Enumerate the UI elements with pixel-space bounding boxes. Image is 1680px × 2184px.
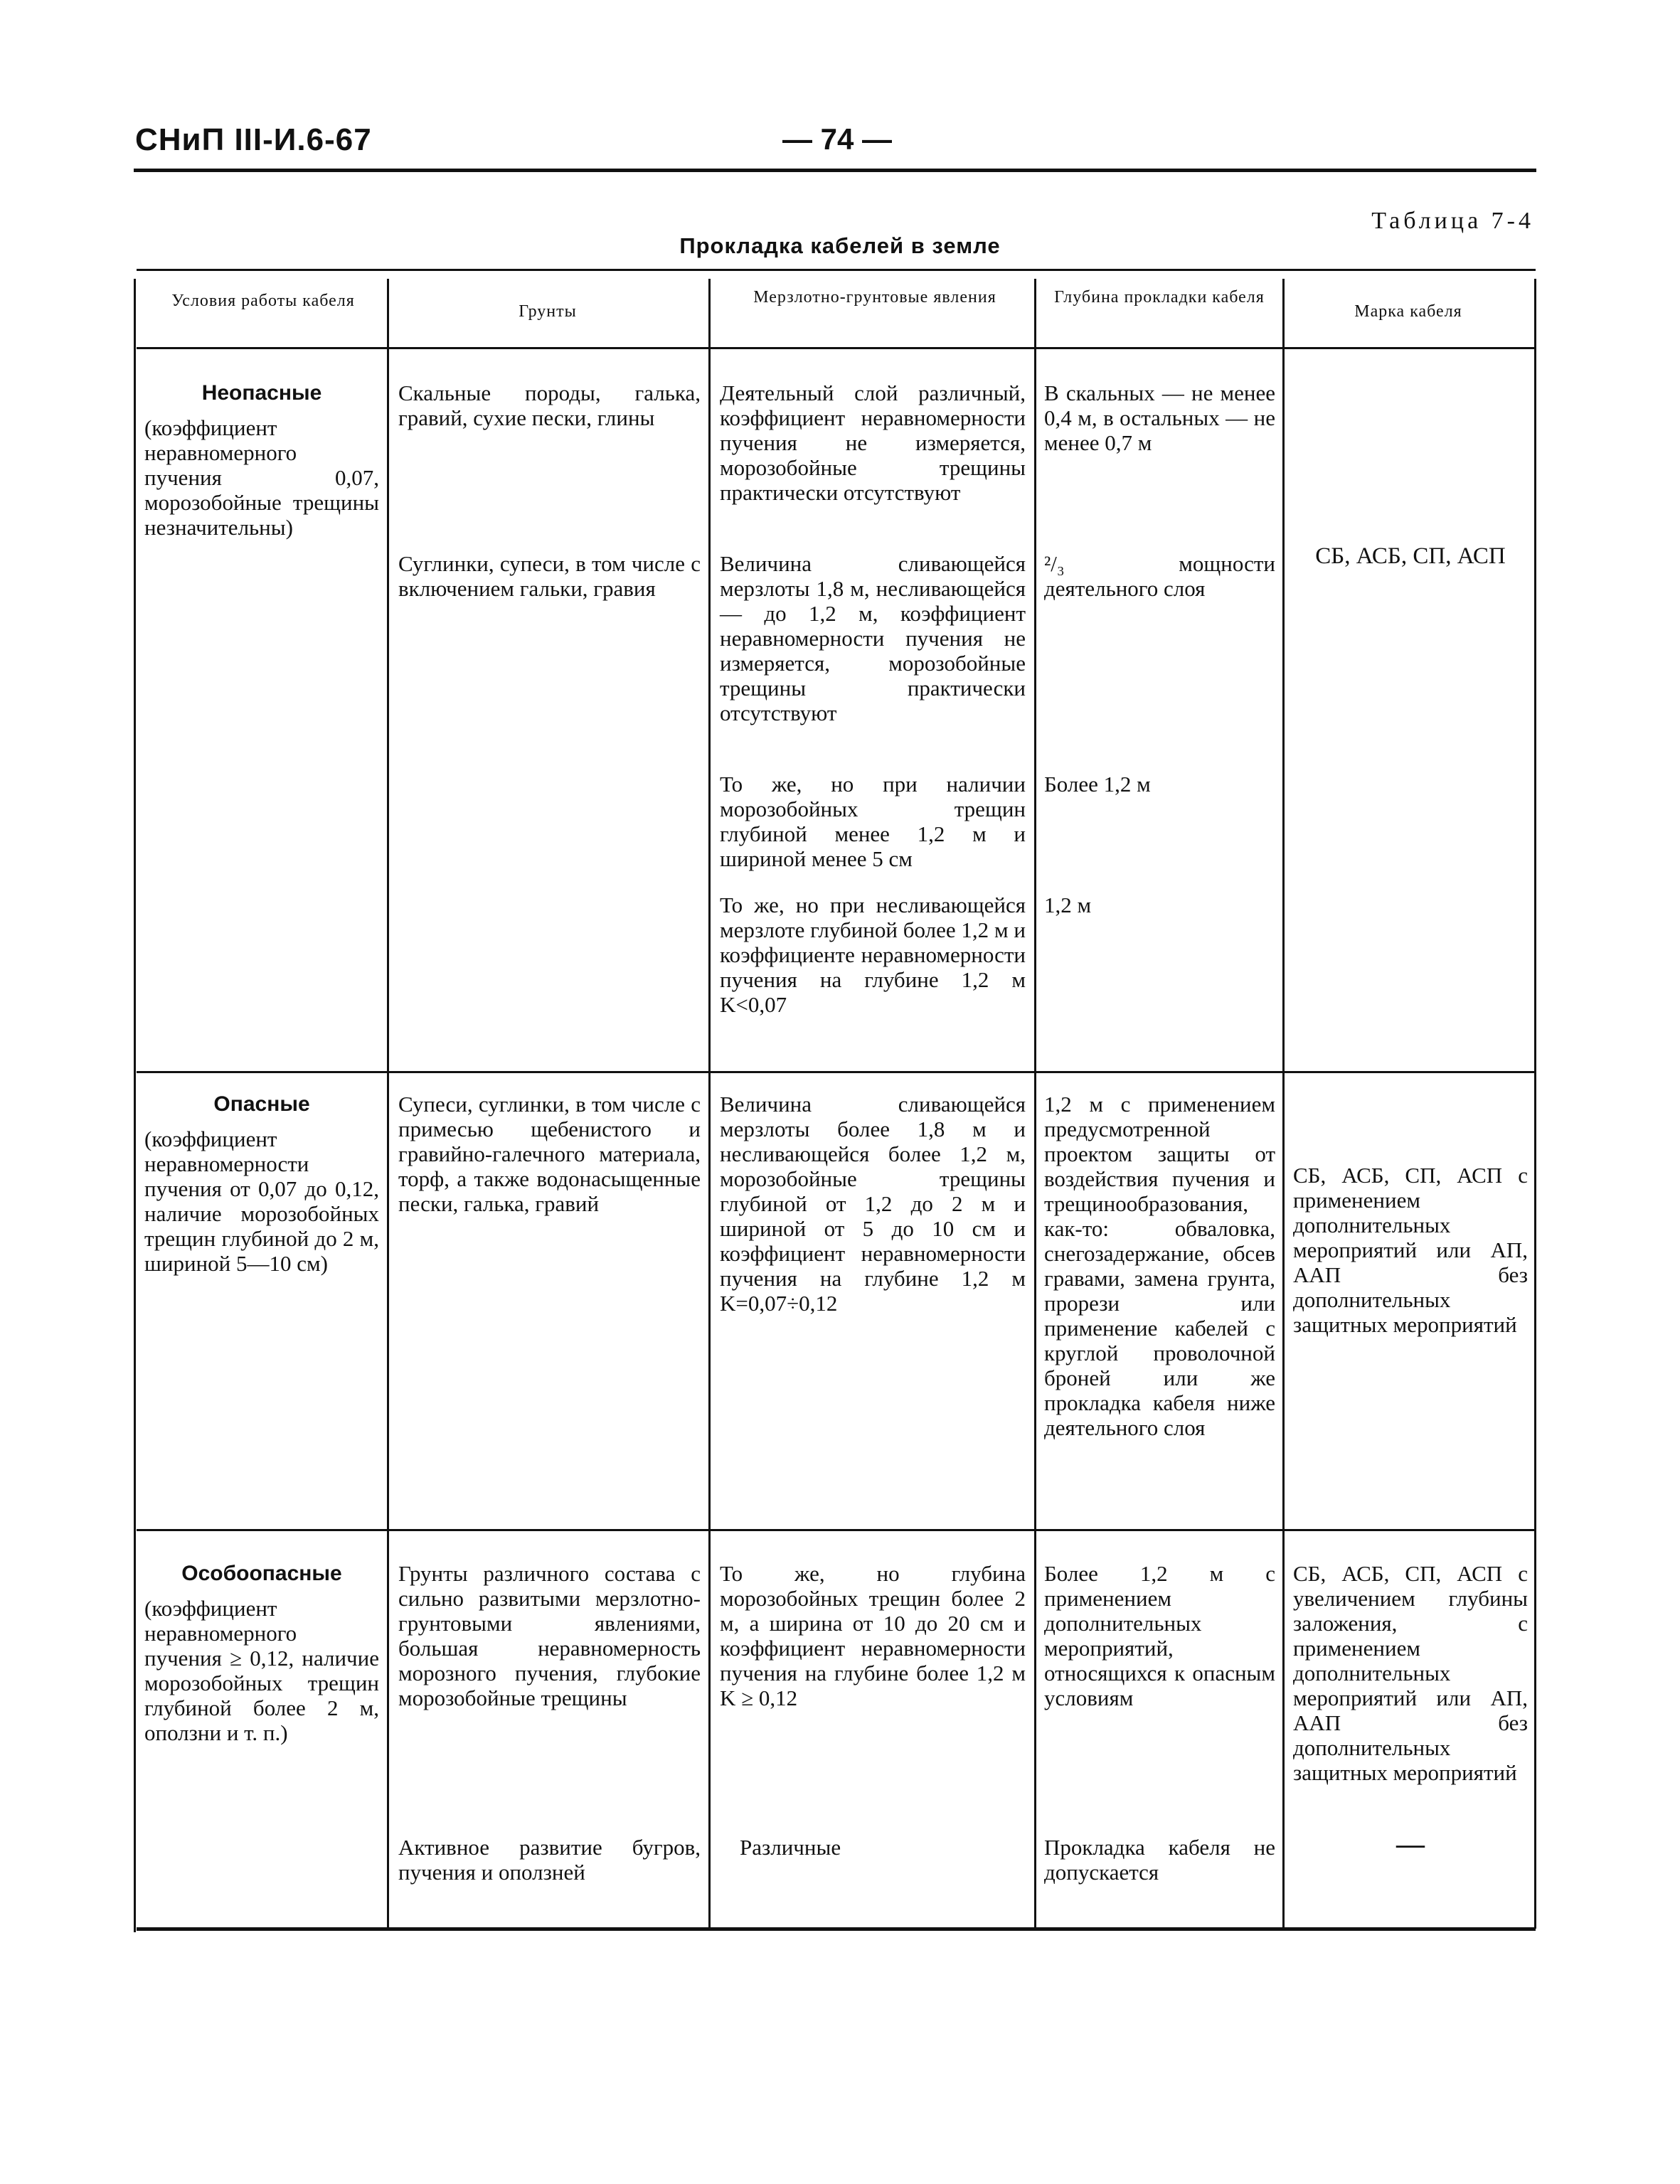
page-number: — 74 — [782, 122, 893, 156]
phenomena-cell: Деятельный слой различный, коэффициент неравномерности пучения не измеряется, морозобойные трещины практически отсутствуют [720, 380, 1026, 505]
phenomena-cell: Величина сливающейся мерзлоты 1,8 м, несливающейся — до 1,2 м, коэффициент неравномерности пучения не измеряется, морозобойные трещины практически отсутствуют [720, 551, 1026, 725]
brand-cell: СБ, АСБ, СП, АСП с применением дополнительных мероприятий или АП, ААП без дополнительных защитных мероприятий [1293, 1163, 1528, 1337]
condition-title: Неопасные [201, 381, 322, 405]
depth-cell: В скальных — не менее 0,4 м, в остальных — не менее 0,7 м [1044, 380, 1275, 455]
depth-cell: 1,2 м с применением предусмотренной проектом защиты от воздействия пучения и трещинообразования, как-то: обваловка, снегозадержание, обсев гравами, замена грунта, прорези или применение кабелей с круглой проволочной броней или же прокладка кабеля ниже деятельного слоя [1044, 1092, 1275, 1440]
condition-title: Опасные [213, 1092, 310, 1116]
soil-cell: Скальные породы, галька, гравий, сухие пески, глины [398, 380, 701, 430]
depth-cell: Более 1,2 м [1044, 772, 1151, 797]
condition-cell-nonhazardous [144, 380, 379, 540]
phenomena-cell: То же, но при наличии морозобойных трещин глубиной менее 1,2 м и шириной менее 5 см [720, 772, 1026, 871]
soil-cell: Грунты различного состава с сильно развитыми мерзлотно-грунтовыми явлениями, большая неравномерность морозного пучения, глубокие морозобойные трещины [398, 1561, 701, 1710]
phenomena-cell: То же, но при несливающейся мерзлоте глубиной более 1,2 м и коэффициенте неравномерности пучения на глубине 1,2 м K<0,07 [720, 893, 1026, 1017]
depth-cell: Более 1,2 м с применением дополнительных мероприятий, относящихся к опасным условиям [1044, 1561, 1275, 1710]
column-header-brand: Марка кабеля [1354, 302, 1462, 321]
column-header-soils: Грунты [519, 302, 577, 321]
condition-note: (коэффициент неравномерности пучения от 0,07 до 0,12, наличие морозобойных трещин глубиной до 2 м, шириной 5—10 см) [144, 1126, 379, 1276]
condition-cell-extra-hazardous [144, 1561, 379, 1745]
phenomena-cell: Различные [740, 1835, 841, 1860]
column-header-phenomena: Мерзлотно-грунтовые явления [753, 288, 996, 307]
header-rule [134, 169, 1536, 172]
depth-cell: Прокладка кабеля не допускается [1044, 1835, 1275, 1885]
brand-cell: СБ, АСБ, СП, АСП [1315, 543, 1506, 569]
condition-title: Особоопасные [181, 1562, 342, 1585]
table-label: Таблица 7-4 [1371, 208, 1534, 234]
condition-note: (коэффициент неравномерного пучения ≥ 0,12, наличие морозобойных трещин глубиной более 2 м, оползни и т. п.) [144, 1596, 379, 1745]
phenomena-cell: То же, но глубина морозобойных трещин более 2 м, а ширина от 10 до 20 см и коэффициент неравномерности пучения на глубине более 1,2 м K ≥ 0,12 [720, 1561, 1026, 1710]
table-title: Прокладка кабелей в земле [679, 233, 1001, 258]
condition-cell-hazardous [144, 1092, 379, 1276]
document-code: СНиП III-И.6-67 [135, 122, 372, 157]
soil-cell: Активное развитие бугров, пучения и оползней [398, 1835, 701, 1885]
brand-cell: СБ, АСБ, СП, АСП с увеличением глубины заложения, с применением дополнительных мероприятий или АП, ААП без дополнительных защитных мероприятий [1293, 1561, 1528, 1785]
column-header-depth: Глубина прокладки кабеля [1054, 288, 1265, 307]
brand-cell: — [1396, 1828, 1425, 1860]
page-header [135, 122, 1534, 165]
column-header-conditions: Условия работы кабеля [171, 292, 355, 310]
depth-cell: 1,2 м [1044, 893, 1092, 917]
soil-cell: Суглинки, супеси, в том числе с включением гальки, гравия [398, 551, 701, 601]
condition-note: (коэффициент неравномерного пучения 0,07, морозобойные трещины незначительны) [144, 415, 379, 540]
depth-cell: ²/₃ мощности деятельного слоя [1044, 551, 1275, 601]
phenomena-cell: Величина сливающейся мерзлоты более 1,8 м и несливающейся более 1,2 м, морозобойные трещины глубиной от 1,2 до 2 м и шириной от 5 до 10 см и коэффициент неравномерности пучения на глубине 1,2 м K=0,07÷0,12 [720, 1092, 1026, 1316]
soil-cell: Супеси, суглинки, в том числе с примесью щебенистого и гравийно-галечного материала, торф, а также водонасыщенные пески, галька, гравий [398, 1092, 701, 1216]
